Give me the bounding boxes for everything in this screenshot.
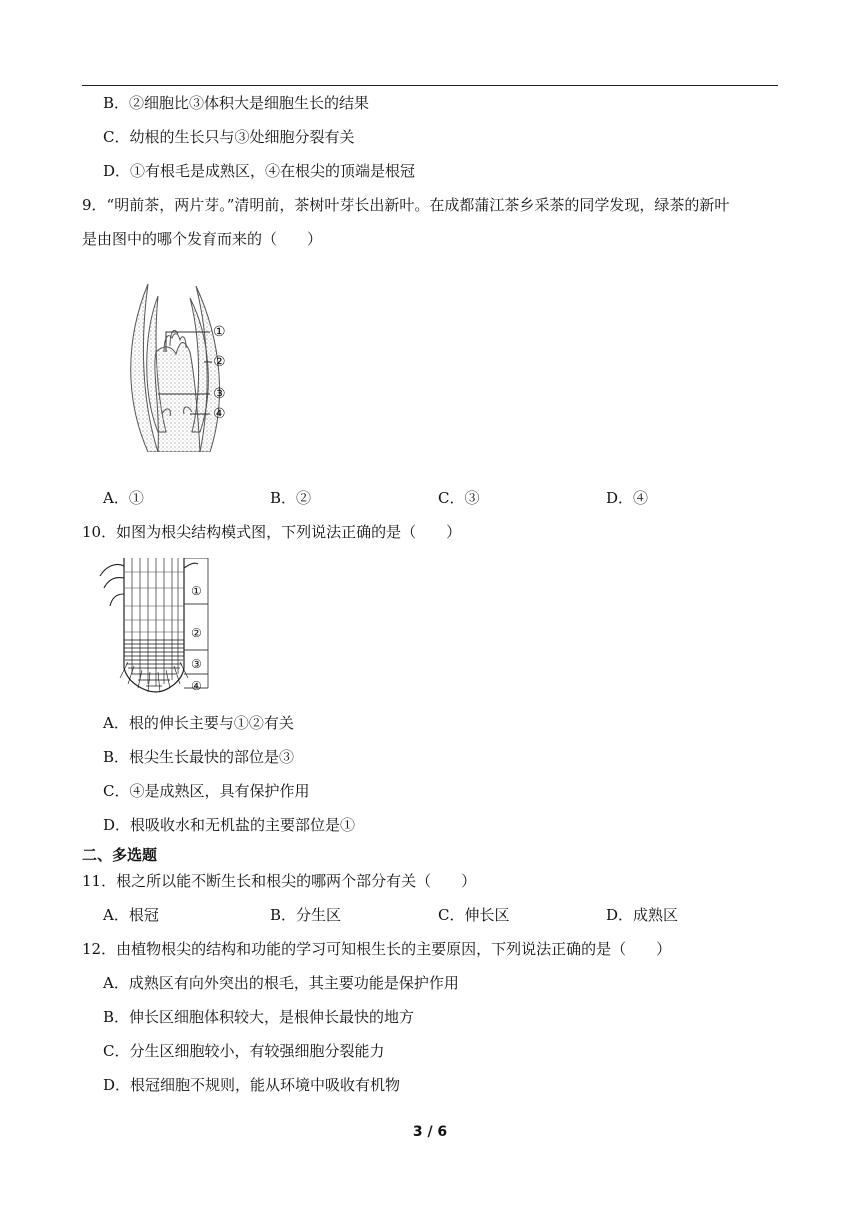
q11-stem: 11．根之所以能不断生长和根尖的哪两个部分有关（ ）	[82, 872, 477, 890]
root-label-1: ①	[191, 584, 202, 598]
q9-stem-line2: 是由图中的哪个发育而来的（ ）	[82, 230, 323, 248]
root-label-4: ④	[191, 679, 202, 693]
q8-option-c: C．幼根的生长只与③处细胞分裂有关	[103, 128, 355, 146]
q12-option-c: C．分生区细胞较小，有较强细胞分裂能力	[103, 1042, 385, 1060]
q9-option-c: C．③	[438, 489, 480, 507]
header-rule	[82, 85, 778, 86]
q10-option-a: A．根的伸长主要与①②有关	[103, 714, 294, 732]
q11-option-d: D．成熟区	[606, 906, 679, 924]
q10-option-c: C．④是成熟区，具有保护作用	[103, 782, 310, 800]
q8-option-d: D．①有根毛是成熟区，④在根尖的顶端是根冠	[103, 162, 416, 180]
q10-option-d: D．根吸收水和无机盐的主要部位是①	[103, 816, 356, 834]
root-label-2: ②	[191, 626, 202, 640]
page-number: 3 / 6	[412, 1124, 448, 1140]
q9-option-d: D．④	[606, 489, 649, 507]
q12-stem: 12．由植物根尖的结构和功能的学习可知根生长的主要原因，下列说法正确的是（ ）	[82, 940, 672, 958]
bud-label-2: ②	[213, 354, 226, 370]
q10-stem: 10．如图为根尖结构模式图，下列说法正确的是（ ）	[82, 523, 462, 541]
bud-label-4: ④	[213, 406, 226, 422]
bud-label-3: ③	[213, 386, 226, 402]
q11-option-c: C．伸长区	[438, 906, 510, 924]
q9-option-a: A．①	[103, 489, 144, 507]
q12-option-d: D．根冠细胞不规则，能从环境中吸收有机物	[103, 1076, 401, 1094]
q12-option-a: A．成熟区有向外突出的根毛，其主要功能是保护作用	[103, 974, 459, 992]
q12-option-b: B．伸长区细胞体积较大，是根伸长最快的地方	[103, 1008, 415, 1026]
q9-stem-line1: 9．“明前茶，两片芽。”清明前，茶树叶芽长出新叶。在成都蒲江茶乡采茶的同学发现，绿茶的新叶	[82, 196, 730, 214]
q11-option-b: B．分生区	[270, 906, 342, 924]
root-label-3: ③	[191, 657, 202, 671]
q8-option-b: B．②细胞比③体积大是细胞生长的结果	[103, 94, 370, 112]
section-title: 二、多选题	[82, 846, 158, 864]
bud-diagram	[118, 282, 248, 452]
q11-option-a: A．根冠	[103, 906, 159, 924]
bud-label-1: ①	[213, 324, 226, 340]
q9-option-b: B．②	[270, 489, 312, 507]
q10-option-b: B．根尖生长最快的部位是③	[103, 748, 295, 766]
